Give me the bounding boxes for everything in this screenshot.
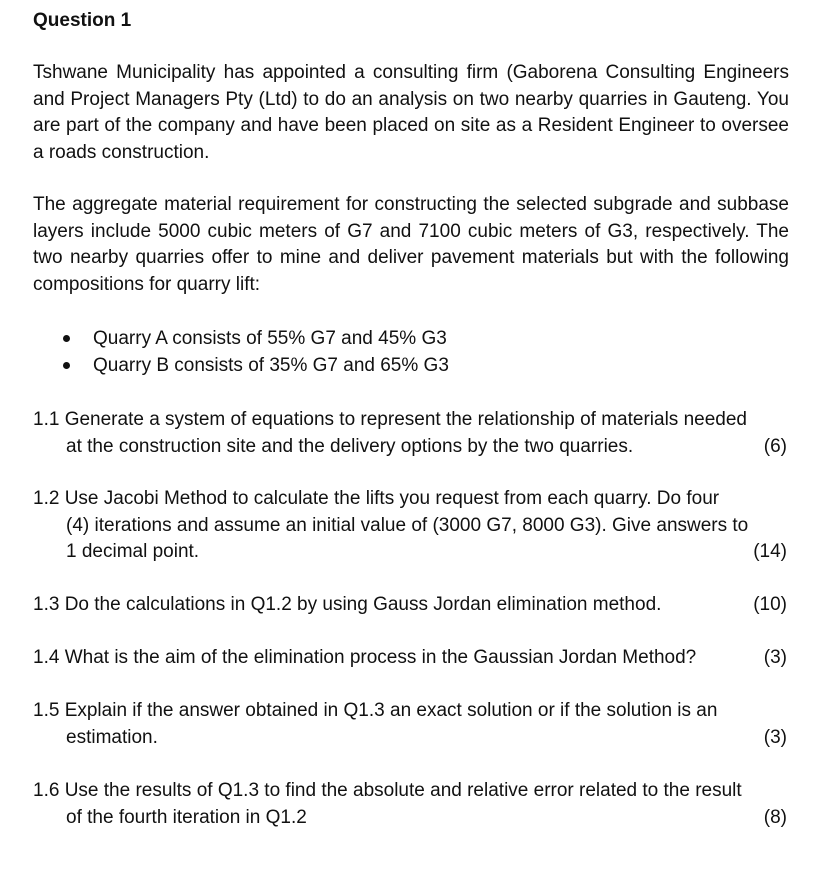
question-line: 1.2 Use Jacobi Method to calculate the lifts you request from each quarry. Do four <box>33 488 720 509</box>
question-line-text: 1.3 Do the calculations in Q1.2 by using Gauss Jordan elimination method. <box>33 594 662 615</box>
question-1-4 <box>33 645 787 672</box>
marks-label: (10) <box>753 594 787 615</box>
question-line: 1.5 Explain if the answer obtained in Q1.3 an exact solution or if the solution is an <box>33 700 718 721</box>
list-item-text: Quarry A consists of 55% G7 and 45% G3 <box>93 328 447 349</box>
question-1-6 <box>33 778 787 831</box>
question-line <box>33 725 787 752</box>
question-line-text: 1 decimal point. <box>66 541 200 562</box>
question-line-text: at the construction site and the delivery options by the two quarries. <box>66 435 634 457</box>
marks-label: (6) <box>763 435 787 457</box>
bullet-icon <box>63 335 70 342</box>
question-title: Question 1 <box>33 10 132 31</box>
intro-paragraph: Tshwane Municipality has appointed a consulting firm (Gaborena Consulting Engineers and Project Managers Pty (Ltd) to do an analysis on two nearby quarries in Gauteng. You are part of the company and have been placed on site as a Resident Engineer to oversee a roads construction. <box>33 62 789 163</box>
bullet-icon <box>63 362 70 369</box>
question-line: 1.1 Generate a system of equations to represent the relationship of materials needed <box>33 409 747 430</box>
marks-label: (14) <box>753 541 787 562</box>
question-line <box>33 592 787 619</box>
list-item <box>33 325 449 352</box>
question-line <box>33 805 787 832</box>
marks-label: (8) <box>763 806 787 828</box>
question-line: (4) iterations and assume an initial value of (3000 G7, 8000 G3). Give answers to <box>66 514 749 536</box>
question-1-3 <box>33 592 787 619</box>
requirements-paragraph: The aggregate material requirement for constructing the selected subgrade and subbase layers include 5000 cubic meters of G7 and 7100 cubic meters of G3, respectively. The two nearby quarries offer to mine and deliver pavement materials but with the following compositions for quarry lift: <box>33 194 789 295</box>
question-line <box>33 434 787 461</box>
list-item-text: Quarry B consists of 35% G7 and 65% G3 <box>93 355 449 376</box>
question-line: 1.6 Use the results of Q1.3 to find the absolute and relative error related to the result <box>33 780 742 801</box>
marks-label: (3) <box>763 647 787 668</box>
question-line-text: 1.4 What is the aim of the elimination process in the Gaussian Jordan Method? <box>33 647 697 668</box>
question-1-2 <box>33 486 787 566</box>
question-line-text: estimation. <box>66 726 158 748</box>
question-1-1 <box>33 407 787 460</box>
list-item <box>33 352 449 379</box>
marks-label: (3) <box>763 726 787 748</box>
question-line <box>33 539 787 566</box>
question-line-text: of the fourth iteration in Q1.2 <box>66 806 307 828</box>
question-line <box>33 645 787 672</box>
question-1-5 <box>33 698 787 751</box>
quarry-composition-list <box>33 325 449 379</box>
